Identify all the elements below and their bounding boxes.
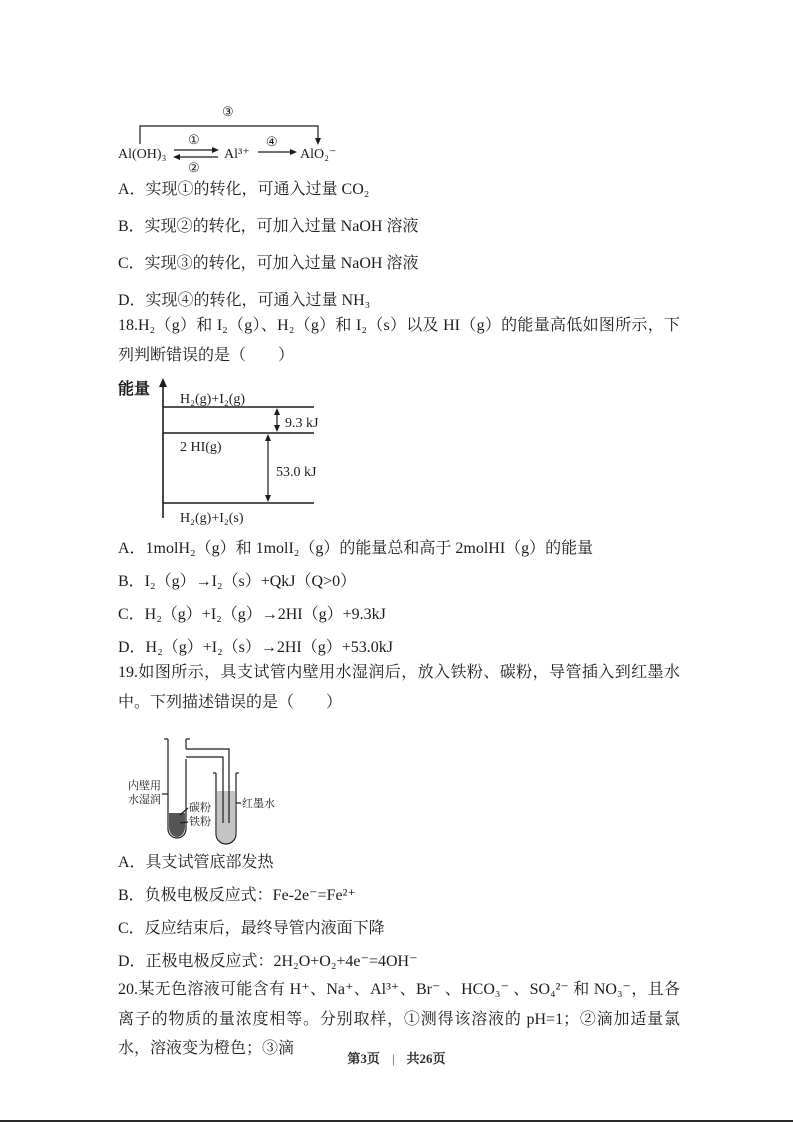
wet-wall-label-line1: 内壁用 bbox=[128, 780, 161, 792]
gap-top-arrowhead-up bbox=[274, 408, 280, 415]
forward-arrowhead bbox=[212, 147, 219, 153]
iron-powder-label: 铁粉 bbox=[189, 816, 211, 828]
red-ink-label: 红墨水 bbox=[242, 798, 275, 810]
q19-apparatus-diagram bbox=[128, 733, 278, 856]
circle4-label: ④ bbox=[266, 134, 278, 149]
conversion3-arrowhead bbox=[315, 138, 321, 145]
level-mid-label: 2 HI(g) bbox=[180, 440, 222, 455]
footer-separator: | bbox=[391, 1051, 395, 1066]
conversion4-arrowhead bbox=[290, 149, 297, 155]
q17-option-b: B．实现②的转化，可加入过量 NaOH 溶液 bbox=[118, 218, 419, 235]
q19-option-a: A．具支试管底部发热 bbox=[118, 854, 274, 871]
q19-options bbox=[118, 851, 418, 974]
q18-option-b: B．I₂（g）→I₂（s）+QkJ（Q>0） bbox=[118, 573, 357, 590]
footer-page-total: 共26页 bbox=[406, 1051, 446, 1066]
gap-bottom-arrowhead-down bbox=[265, 495, 271, 502]
conversion3-path bbox=[140, 126, 318, 144]
powder-fill bbox=[169, 813, 185, 837]
q18-option-a: A．1molH₂（g）和 1molI₂（g）的能量总和高于 2molHI（g）的能量 bbox=[118, 540, 594, 557]
q18-option-d: D．H₂（g）+I₂（s）→2HI（g）+53.0kJ bbox=[118, 639, 393, 656]
gap-top-arrowhead-down bbox=[274, 425, 280, 432]
q19-option-c: C．反应结束后，最终导管内液面下降 bbox=[118, 920, 385, 937]
level-top-label: H₂(g)+I₂(g) bbox=[180, 392, 246, 407]
circle3-label: ③ bbox=[222, 104, 234, 119]
alo2-label: AlO₂⁻ bbox=[300, 147, 337, 162]
q18-options bbox=[118, 537, 593, 660]
gap-bottom-arrowhead-up bbox=[265, 434, 271, 441]
energy-axis-label: 能量 bbox=[118, 381, 151, 398]
carbon-powder-label: 碳粉 bbox=[189, 802, 211, 814]
wet-wall-label-line2: 水湿润 bbox=[128, 794, 161, 806]
al-ion-label: Al³⁺ bbox=[224, 147, 250, 162]
q19-option-d: D．正极电极反应式：2H₂O+O₂+4e⁻=4OH⁻ bbox=[118, 953, 418, 970]
q19-stem: 19.如图所示，具支试管内壁用水湿润后，放入铁粉、碳粉，导管插入到红墨水中。下列描述错误的是（ ） bbox=[118, 664, 680, 711]
q17-options bbox=[118, 178, 418, 313]
q19-option-b: B．负极电极反应式：Fe-2e⁻=Fe²⁺ bbox=[118, 887, 356, 904]
q20-stem: 20.某无色溶液可能含有 H⁺、Na⁺、Al³⁺、Br⁻ 、HCO₃⁻ 、SO₄²⁻ 和 NO₃⁻，且各离子的物质的量浓度相等。分别取样，①测得该溶液的 pH=1；②滴加适量氯水，溶液变为橙色；③滴 bbox=[118, 981, 680, 1058]
energy-axis-arrowhead bbox=[159, 378, 167, 387]
q17-option-d: D．实现④的转化，可通入过量 NH₃ bbox=[118, 292, 371, 309]
red-ink-liquid bbox=[217, 791, 235, 844]
q18-option-c: C．H₂（g）+I₂（g）→2HI（g）+9.3kJ bbox=[118, 606, 386, 623]
gap-bottom-label: 53.0 kJ bbox=[276, 465, 317, 480]
al-conversion-svg bbox=[118, 100, 353, 176]
q17-conversion-diagram bbox=[118, 100, 353, 181]
q18-stem: 18.H₂（g）和 I₂（g）、H₂（g）和 I₂（s）以及 HI（g）的能量高低如图所示，下列判断错误的是（ ） bbox=[118, 317, 680, 364]
q18-energy-diagram bbox=[118, 376, 343, 539]
page-footer bbox=[0, 1048, 793, 1067]
circle1-label: ① bbox=[188, 132, 200, 147]
gap-top-label: 9.3 kJ bbox=[285, 416, 319, 431]
footer-page-number: 第3页 bbox=[347, 1051, 380, 1066]
q17-option-c: C．实现③的转化，可加入过量 NaOH 溶液 bbox=[118, 255, 419, 272]
test-tube-svg bbox=[128, 733, 278, 851]
level-bottom-label: H₂(g)+I₂(s) bbox=[180, 511, 244, 526]
q17-option-a: A．实现①的转化，可通入过量 CO₂ bbox=[118, 181, 370, 198]
circle2-label: ② bbox=[188, 160, 200, 175]
reverse-arrowhead bbox=[173, 154, 180, 160]
energy-diagram-svg bbox=[118, 376, 343, 534]
aloh3-label: Al(OH)₃ bbox=[118, 147, 167, 162]
